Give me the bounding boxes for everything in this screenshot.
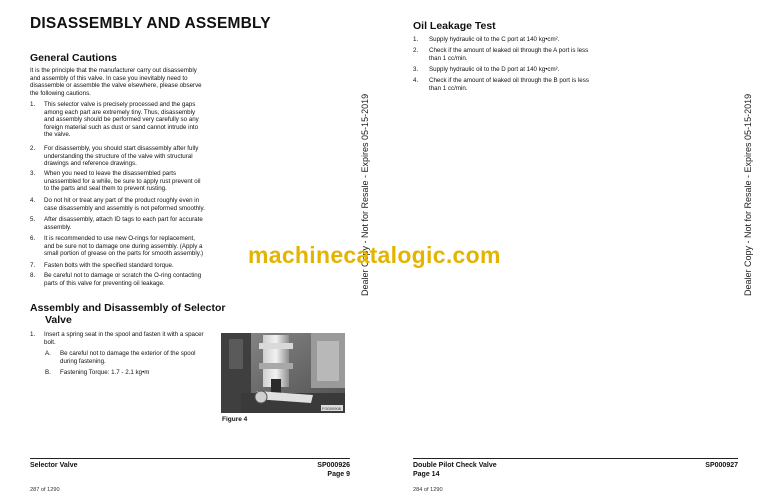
item-line: among each part are extremely tiny. Thus, disassembly bbox=[44, 108, 196, 116]
item-number: 1. bbox=[30, 101, 36, 108]
item-line: Fasten bolts with the specified standard torque. bbox=[44, 262, 174, 269]
sub-number: B. bbox=[45, 369, 51, 376]
item-line: Be careful not to damage or scratch the O-ring contacting bbox=[44, 272, 202, 279]
footer-section-name: Selector Valve bbox=[30, 462, 78, 469]
item-number: 2. bbox=[30, 145, 36, 152]
item-number: 4. bbox=[413, 77, 419, 84]
item-line: the valve. bbox=[44, 131, 71, 139]
item-line: Check if the amount of leaked oil through the A port is less bbox=[429, 47, 589, 54]
item-number: 5. bbox=[30, 216, 36, 223]
item-line: than 1 cc/min. bbox=[429, 54, 468, 62]
item-line: Supply hydraulic oil to the C port at 140 kg•cm². bbox=[429, 36, 560, 43]
item-number: 1. bbox=[413, 36, 419, 43]
sub-line: Be careful not to damage the exterior of the spool bbox=[60, 350, 196, 357]
item-number: 4. bbox=[30, 197, 36, 204]
section-heading-assembly bbox=[30, 302, 226, 326]
caution-item-3 bbox=[30, 170, 350, 194]
item-line: Insert a spring seat in the spool and fasten it with a spacer bbox=[44, 331, 204, 338]
item-line: and assembly should be performed very carefully so any bbox=[44, 116, 199, 124]
item-number: 3. bbox=[30, 170, 36, 177]
figure-4-photo bbox=[221, 333, 345, 413]
leak-test-step-2 bbox=[413, 47, 733, 63]
site-watermark: machinecatalogic.com bbox=[248, 242, 501, 268]
page-count-right: 284 of 1290 bbox=[413, 487, 443, 493]
item-line: For disassembly, you should start disassembly after fully bbox=[44, 145, 199, 152]
footer-code-right: SP000927 bbox=[705, 462, 738, 469]
item-line: to the parts and seal them to prevent rusting. bbox=[44, 185, 167, 193]
leak-test-step-1 bbox=[413, 36, 733, 44]
caution-item-5 bbox=[30, 216, 350, 232]
item-number: 6. bbox=[30, 235, 36, 242]
item-line: When you need to leave the disassembled parts bbox=[44, 170, 177, 177]
item-number: 7. bbox=[30, 262, 36, 269]
item-line: bolt. bbox=[44, 338, 56, 346]
caution-item-1 bbox=[30, 101, 350, 141]
section-heading-general-cautions: General Cautions bbox=[30, 52, 117, 64]
heading-line: Assembly and Disassembly of Selector bbox=[30, 302, 226, 314]
leak-test-step-4 bbox=[413, 77, 733, 93]
caution-item-8 bbox=[30, 272, 350, 288]
heading-line: Valve bbox=[45, 314, 72, 326]
footer-page-right: Page 14 bbox=[413, 471, 440, 478]
right-page-title: Oil Leakage Test bbox=[413, 20, 496, 32]
intro-paragraph bbox=[30, 67, 345, 97]
item-number: 2. bbox=[413, 47, 419, 54]
caution-item-2 bbox=[30, 145, 350, 169]
page-count: 287 of 1290 bbox=[30, 487, 60, 493]
item-number: 3. bbox=[413, 66, 419, 73]
item-line: After disassembly, attach ID tags to each part for accurate bbox=[44, 216, 203, 223]
footer-code: SP000926 bbox=[317, 462, 350, 469]
item-line: It is recommended to use new O-rings for replacement, bbox=[44, 235, 195, 242]
item-line: small portion of grease on the parts for smooth assembly.) bbox=[44, 250, 204, 258]
sub-number: A. bbox=[45, 350, 51, 357]
item-line: This selector valve is precisely processed and the gaps bbox=[44, 101, 196, 108]
item-number: 8. bbox=[30, 272, 36, 279]
item-line: parts of this valve for preventing oil leakage. bbox=[44, 279, 165, 287]
item-line: unassembled for a while, be sure to apply rust prevent oil bbox=[44, 177, 201, 185]
intro-line: disassemble or assemble the valve elsewhere, please observe bbox=[30, 82, 202, 90]
sub-line: Fastening Torque: 1.7 - 2.1 kg•m bbox=[60, 369, 150, 376]
figure-caption: Figure 4 bbox=[222, 416, 248, 423]
item-number: 1. bbox=[30, 331, 36, 338]
valve-photo-illustration bbox=[221, 333, 345, 413]
assembly-substep-b bbox=[45, 369, 220, 377]
footer-section-name-right: Double Pilot Check Valve bbox=[413, 462, 497, 469]
page-title: DISASSEMBLY AND ASSEMBLY bbox=[30, 15, 271, 32]
footer-rule-left bbox=[30, 458, 350, 459]
item-line: assembly. bbox=[44, 223, 72, 231]
dealer-copy-watermark-right: Dealer Copy - Not for Resale - Expires 05-15-2019 bbox=[743, 93, 753, 296]
item-line: drawings and reference drawings. bbox=[44, 160, 137, 168]
item-line: Supply hydraulic oil to the D port at 140 kg•cm². bbox=[429, 66, 560, 73]
item-line: foreign material such as dust or sand cannot intrude into bbox=[44, 123, 199, 131]
item-line: understanding the structure of the valve with structural bbox=[44, 152, 193, 160]
assembly-substep-a bbox=[45, 350, 220, 366]
caution-item-4 bbox=[30, 197, 350, 213]
item-line: Check if the amount of leaked oil through the B port is less bbox=[429, 77, 589, 84]
dealer-copy-watermark-left: Dealer Copy - Not for Resale - Expires 05-15-2019 bbox=[360, 93, 370, 296]
intro-line: the following cautions. bbox=[30, 89, 91, 97]
footer-page: Page 9 bbox=[327, 471, 350, 478]
item-line: Do not hit or treat any part of the product roughly even in bbox=[44, 197, 200, 204]
item-line: than 1 cc/min. bbox=[429, 84, 468, 92]
footer-rule-right bbox=[413, 458, 738, 459]
intro-line: and assembly of this valve. In case you inevitably need to bbox=[30, 74, 188, 82]
item-line: case disassembly and assembly is not peformed smoothly. bbox=[44, 204, 205, 212]
figure-code: FG000908 bbox=[322, 406, 341, 411]
intro-line: It is the principle that the manufacturer carry out disassembly bbox=[30, 67, 197, 74]
assembly-step-1 bbox=[30, 331, 220, 347]
item-line: and be sure not to damage one during assembly. (Apply a bbox=[44, 242, 203, 250]
sub-line: during fastening. bbox=[60, 357, 106, 365]
leak-test-step-3 bbox=[413, 66, 733, 74]
